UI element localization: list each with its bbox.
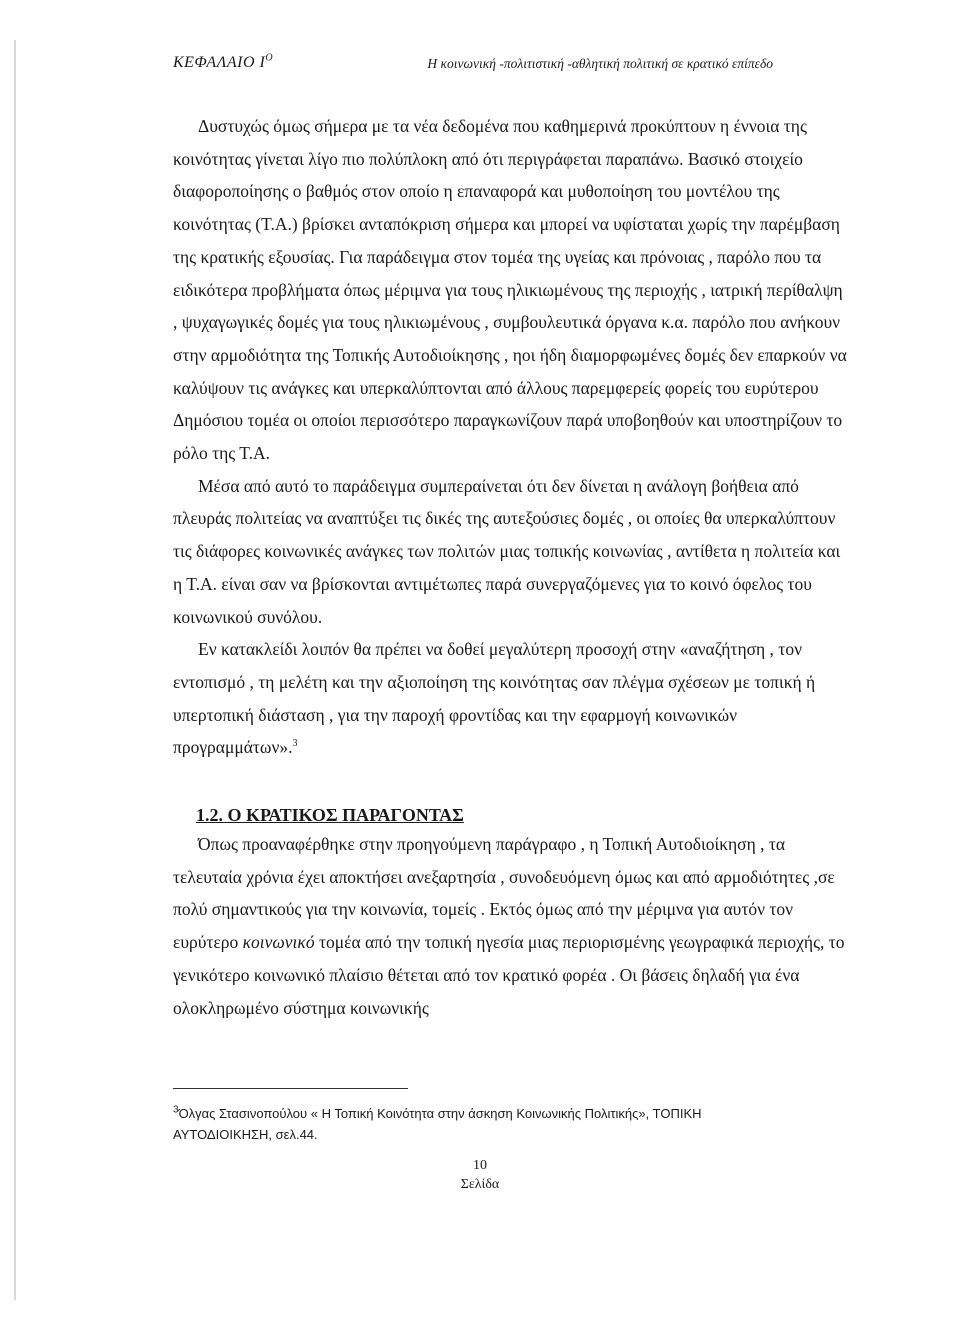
- footnote-number: 3: [173, 1104, 179, 1116]
- chapter-text: ΚΕΦΑΛΑΙΟ Ι: [173, 54, 266, 71]
- section-heading: 1.2. Ο ΚΡΑΤΙΚΟΣ ΠΑΡΑΓΟΝΤΑΣ: [196, 805, 464, 826]
- footnote-divider: [173, 1088, 408, 1089]
- italic-word: κοινωνικό: [242, 932, 315, 953]
- paragraph-3-text: Εν κατακλείδι λοιπόν θα πρέπει να δοθεί μεγαλύτερη προσοχή στην «αναζήτηση , τον εντοπισμό , τη μελέτη και την αξιοποίηση της κοινότητας σαν πλέγμα σχέσεων με τοπική ή υπερτοπική διάσταση , για την παροχή φροντίδας και την εφαρμογή κοινωνικών προγραμμάτων».: [173, 639, 816, 758]
- chapter-superscript: Ο: [265, 52, 274, 64]
- footnote-reference[interactable]: 3: [292, 738, 298, 750]
- footnote-text: Όλγας Στασινοπούλου « Η Τοπική Κοινότητα στην άσκηση Κοινωνικής Πολιτικής», ΤΟΠΙΚΗ ΑΥΤΟΔΙΟΙΚΗΣΗ, σελ.44.: [173, 1106, 702, 1142]
- footnote: [173, 1103, 793, 1145]
- page-footer: [440, 1156, 520, 1194]
- page-label: Σελίδα: [460, 1177, 500, 1192]
- paragraph-1: Δυστυχώς όμως σήμερα με τα νέα δεδομένα που καθημερινά προκύπτουν η έννοια της κοινότητας γίνεται λίγο πιο πολύπλοκη από ότι περιγράφεται παραπάνω. Βασικό στοιχείο διαφοροποίησης ο βαθμός στον οποίο η επαναφορά και μυθοποίηση του μοντέλου της κοινότητας (Τ.Α.) βρίσκει ανταπόκριση σήμερα και μπορεί να υφίσταται χωρίς την παρέμβαση της κρατικής εξουσίας. Για παράδειγμα στον τομέα της υγείας και πρόνοιας , παρόλο που τα ειδικότερα προβλήματα όπως μέριμνα για τους ηλικιωμένους της περιοχής , ιατρική περίθαλψη , ψυχαγωγικές δομές για τους ηλικιωμένους , συμβουλευτικά όργανα κ.α. παρόλο που ανήκουν στην αρμοδιότητα της Τοπικής Αυτοδιοίκησης , ηοι ήδη διαμορφωμένες δομές δεν επαρκούν να καλύψουν τις ανάγκες και υπερκαλύπτονται από άλλους παρεμφερείς φορείς του ευρύτερου Δημόσιου τομέα οι οποίοι περισσότερο παραγκωνίζουν παρά υποβοηθούν και υποστηρίζουν το ρόλο της Τ.Α.: [173, 116, 847, 464]
- section-text-start: Όπως προαναφέρθηκε στην προηγούμενη παράγραφο , η Τοπική Αυτοδιοίκηση , τα τελευταία χρόνια έχει αποκτήσει ανεξαρτησία , συνοδευόμενη όμως και από αρμοδιότητες ,σε πολύ σημαντικούς για την κοινωνία, τομείς . Εκτός όμως από την μέριμνα για αυτόν τον ευρύτερο: [173, 834, 835, 953]
- section-paragraph: [173, 828, 849, 1024]
- paragraph-3: [173, 633, 849, 764]
- scan-edge-shadow: [14, 40, 16, 1300]
- paragraph-2: Μέσα από αυτό το παράδειγμα συμπεραίνεται ότι δεν δίνεται η ανάλογη βοήθεια από πλευράς πολιτείας να αναπτύξει τις δικές της αυτεξούσιες δομές , οι οποίες θα υπερκαλύπτουν τις διάφορες κοινωνικές ανάγκες των πολιτών μιας τοπικής κοινωνίας , αντίθετα η πολιτεία και η Τ.Α. είναι σαν να βρίσκονται αντιμέτωπες παρά συνεργαζόμενες για το κοινό όφελος του κοινωνικού συνόλου.: [173, 475, 841, 627]
- page-number: 10: [473, 1158, 487, 1173]
- page-header: [173, 54, 773, 78]
- section-text-end: τομέα από την τοπική ηγεσία μιας περιορισμένης γεωγραφικά περιοχής, το γενικότερο κοινωνικό πλαίσιο θέτεται από τον κρατικό φορέα . Οι βάσεις δηλαδή για ένα ολοκληρωμένο σύστημα κοινωνικής: [173, 932, 845, 1018]
- chapter-label: [173, 54, 273, 72]
- page-body: [173, 110, 849, 1024]
- header-subject: Η κοινωνική -πολιτιστική -αθλητική πολιτική σε κρατικό επίπεδο: [427, 56, 773, 71]
